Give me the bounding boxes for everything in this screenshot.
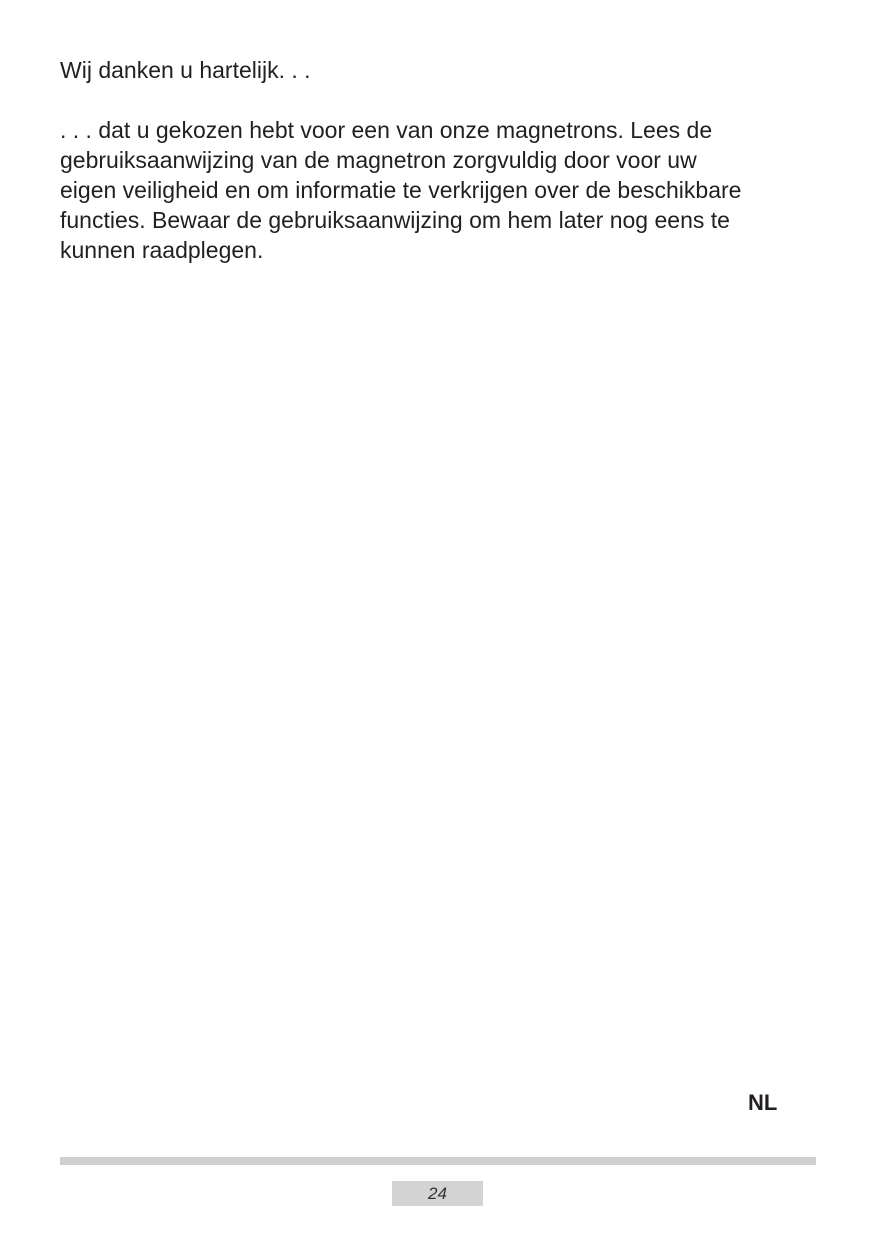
intro-line: eigen veiligheid en om informatie te verkrijgen over de beschikbare [60, 177, 742, 203]
intro-line: . . . dat u gekozen hebt voor een van onze magnetrons. Lees de [60, 117, 713, 143]
intro-line: gebruiksaanwijzing van de magnetron zorgvuldig door voor uw [60, 147, 697, 173]
page-heading: Wij danken u hartelijk. . . [60, 57, 311, 83]
footer-divider [60, 1157, 816, 1165]
intro-paragraph [60, 115, 820, 265]
language-code: NL [748, 1090, 778, 1115]
intro-line: functies. Bewaar de gebruiksaanwijzing om hem later nog eens te [60, 207, 730, 233]
page-number: 24 [392, 1181, 483, 1206]
intro-line: kunnen raadplegen. [60, 237, 264, 263]
